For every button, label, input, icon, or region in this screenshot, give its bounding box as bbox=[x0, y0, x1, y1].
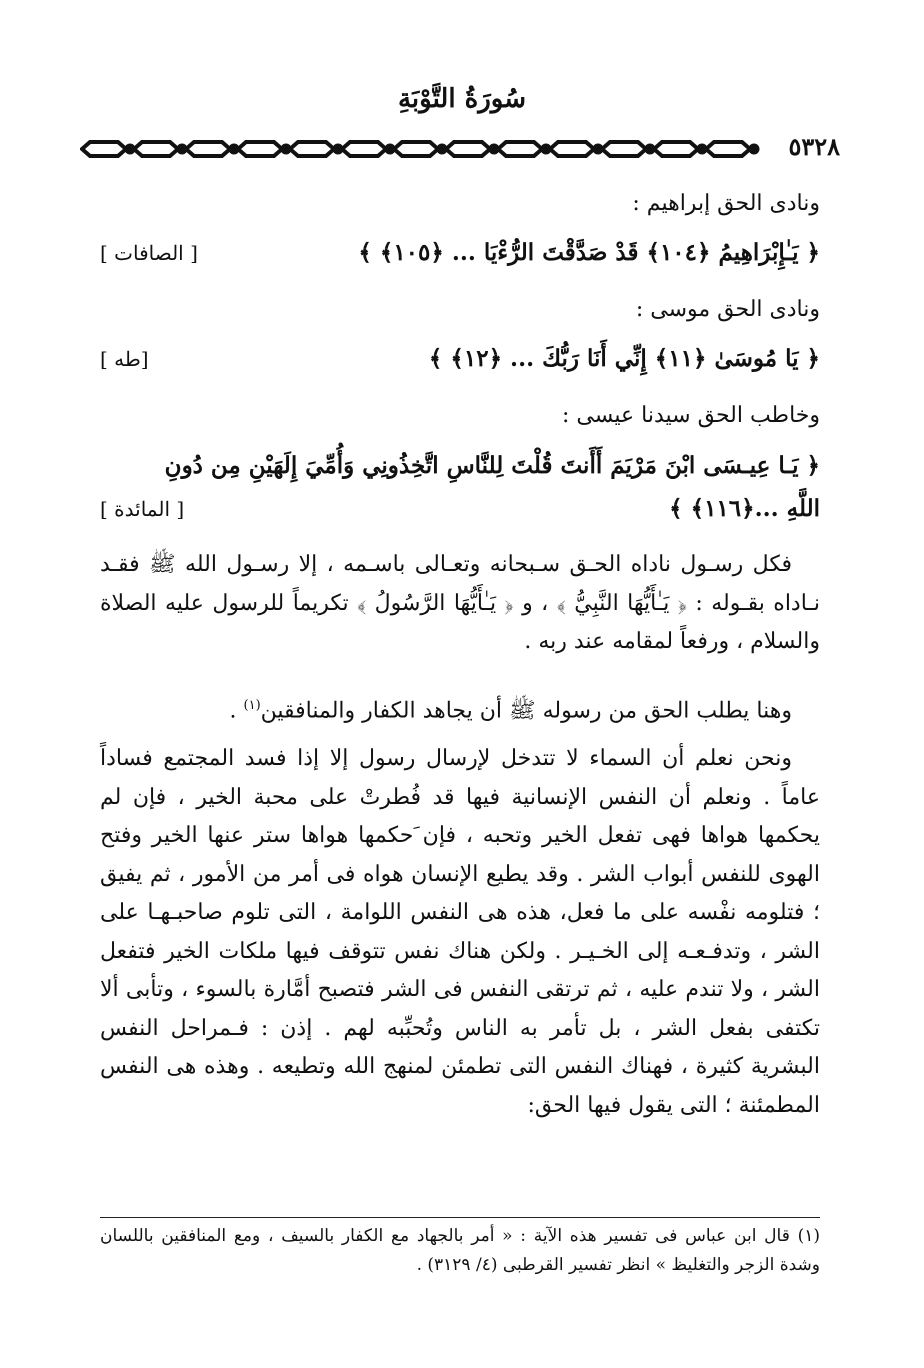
quran-verse: ﴿ يَـٰإِبْرَاهِيمُ ﴿١٠٤﴾ قَدْ صَدَّقْتَ الرُّءْيَا ... ﴿١٠٥﴾ ﴾ bbox=[358, 239, 820, 266]
chain-link bbox=[498, 142, 542, 156]
text-line: ونادى الحق إبراهيم : bbox=[632, 191, 820, 216]
paragraph-text: فكل رسـول ناداه الحـق سـبحانه وتعـالى باسـمه ، إلا رسـول الله ﷺ فقـد نـاداه بقـوله : ﴿ يَـٰأَيُّهَا النَّبِيُّ ﴾ ، و ﴿ يَـٰأَيُّهَا الرَّسُولُ ﴾ تكريماً للرسول عليه الصلاة والسلام ، ورفعاً لمقامه عند ربه . bbox=[100, 552, 820, 654]
chain-link bbox=[706, 142, 750, 156]
chain-link bbox=[134, 142, 178, 156]
chain-link bbox=[290, 142, 334, 156]
ornamental-divider bbox=[80, 136, 844, 162]
chain-link bbox=[342, 142, 386, 156]
verse-reference: [ الصافات ] bbox=[100, 241, 198, 265]
text-line: وخاطب الحق سيدنا عيسى : bbox=[562, 403, 820, 428]
footnote: (١) قال ابن عباس فى تفسير هذه الآية : « أمر بالجهاد مع الكفار بالسيف ، ومع المنافقين باللسان وشدة الزجر والتغليظ » انظر تفسير القرطبى (٤/ ٣١٢٩) . bbox=[100, 1226, 820, 1275]
chain-link bbox=[82, 142, 126, 156]
chain-link bbox=[186, 142, 230, 156]
paragraph: وهنا يطلب الحق من رسوله ﷺ أن يجاهد الكفار والمنافقين$^{(١)}$ . bbox=[229, 698, 792, 724]
text-line: ونادى الحق موسى : bbox=[635, 297, 820, 322]
chain-dot bbox=[751, 146, 758, 153]
chain-link bbox=[602, 142, 646, 156]
quran-verse: ﴿ يَا مُوسَىٰ ﴿١١﴾ إِنِّي أَنَا رَبُّكَ ... ﴿١٢﴾ ﴾ bbox=[428, 345, 820, 372]
chain-link bbox=[654, 142, 698, 156]
quran-verse: اللَّهِ ...﴿١١٦﴾ ﴾ bbox=[669, 495, 820, 522]
chain-link bbox=[394, 142, 438, 156]
chain-link bbox=[550, 142, 594, 156]
verse-reference: [طه ] bbox=[100, 347, 149, 371]
paragraph-text: وهنا يطلب الحق من رسوله ﷺ أن يجاهد الكفار والمنافقين bbox=[260, 698, 792, 724]
paragraph bbox=[100, 740, 820, 1125]
paragraph-text: ونحن نعلم أن السماء لا تتدخل لإرسال رسول إلا إذا فسد المجتمع فساداً عاماً . ونعلم أن النفس الإنسانية فيها قد فُطرتْ على محبة الخير ، فإن لم يحكمها هواها فهى تفعل الخير وتحبه ، فإن َحكمها هواها ستر عنها الخير وفتح الهوى للنفس أبواب الشر . وقد يطيع الإنسان هواه فى أمر من الأمور ، ثم يفيق ؛ فتلومه نفْسه على ما فعل، هذه هى النفس اللوامة ، التى تلوم صاحبـهـا على الشر ، وتدفـعـه إلى الخـيـر . ولكن هناك نفس تتوقف فيها ملكات الخير فتفعل الشر ، ولا تندم عليه ، ثم ترتقى النفس فى الشر فتصبح أمَّارة بالسوء ، وتأبى ألا تكتفى بفعل الشر ، بل تأمر به الناس وتُحبِّبه لهم . إذن : فـمراحل النفس البشرية كثيرة ، فهناك النفس التى تطمئن لمنهج الله وتطيعه . وهذه هى النفس المطمئنة ؛ التى يقول فيها الحق: bbox=[100, 746, 821, 1118]
paragraph bbox=[100, 546, 820, 662]
quran-verse: ﴿ يَـا عِيـسَى ابْنَ مَرْيَمَ أَأَنتَ قُلْتَ لِلنَّاسِ اتَّخِذُونِي وَأُمِّيَ إِلَهَيْنِ مِن دُونِ bbox=[164, 452, 820, 479]
verse-reference: [ المائدة ] bbox=[100, 497, 185, 521]
surah-title: سُورَةُ التَّوْبَةِ bbox=[397, 84, 527, 114]
footnote-marker: (١) bbox=[243, 698, 261, 713]
chain-link bbox=[446, 142, 490, 156]
footnote-separator bbox=[100, 1217, 820, 1218]
page-number: ٥٣٢٨ bbox=[784, 132, 844, 161]
chain-link bbox=[238, 142, 282, 156]
